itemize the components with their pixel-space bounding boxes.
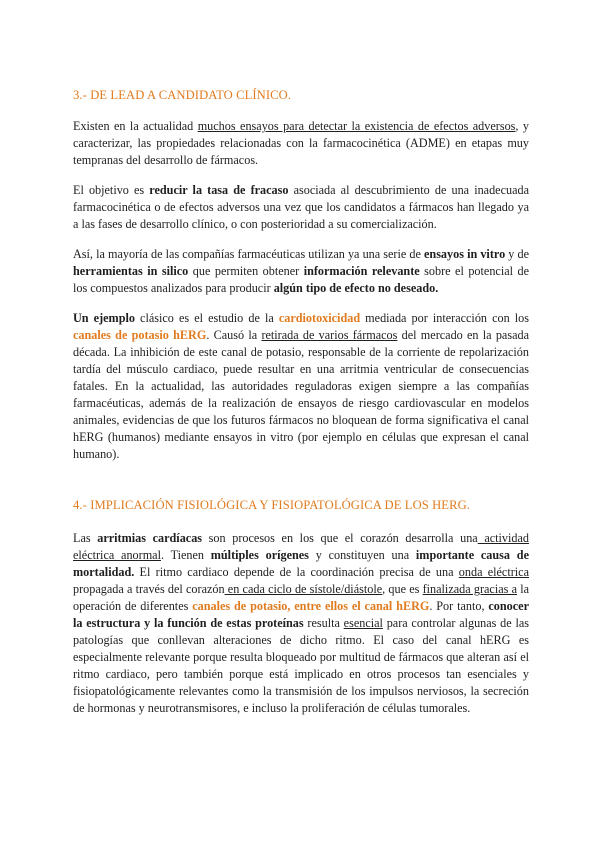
text-run: la operación de diferentes (73, 582, 530, 613)
text-run: El objetivo es (73, 183, 150, 197)
bold-text: reducir la tasa de fracaso (149, 183, 289, 197)
text-run: propagada a través del corazón (73, 582, 225, 596)
bold-text: ensayos in vitro (424, 247, 506, 261)
underlined-text: actividad eléctrica anormal (73, 531, 530, 562)
bold-text: herramientas in silico (73, 264, 189, 278)
paragraph-adverse-effects (73, 118, 529, 169)
text-run: sobre el potencial de los compuestos analizados para producir (73, 264, 529, 295)
text-run: que permiten obtener (188, 264, 304, 278)
paragraph-herg-example (73, 310, 529, 463)
text-run: Las (73, 531, 98, 545)
text-run: mediada por interacción con los (360, 311, 529, 325)
underlined-text: onda eléctrica (458, 565, 529, 579)
section-3-heading: 3.- DE LEAD A CANDIDATO CLÍNICO. (73, 88, 292, 102)
bold-text: importante causa de mortalidad. (73, 548, 529, 579)
underlined-text: muchos ensayos para detectar la existencia de efectos adversos (197, 119, 516, 133)
underlined-text: retirada de varios fármacos (261, 328, 398, 342)
paragraph-objective (73, 182, 529, 233)
highlighted-term: canales de potasio, entre ellos el canal hERG (192, 599, 430, 613)
text-run: . Causó la (206, 328, 262, 342)
text-run: clásico es el estudio de la (134, 311, 279, 325)
text-run: . Tienen (160, 548, 211, 562)
bold-text: arritmias cardíacas (97, 531, 203, 545)
text-run: para controlar algunas de las patologías que conllevan alteraciones de dicho ritmo. El caso del canal hERG es especialmente relevante porque resulta bloqueado por multitud de fármacos que alteran así el ritmo cardiaco, pero también porque está implicado en otros procesos tan esenciales y fisiopatológicamente relevantes como la transmisión de los impulsos nerviosos, la secreción de hormonas y neurotransmisores, e incluso la proliferación de células tumorales. (73, 616, 529, 715)
text-run: del mercado en la pasada década. La inhibición de este canal de potasio, responsable de la corriente de repolarización tardía del músculo cardiaco, puede resultar en una arritmia ventricular de consecuencias fatales. En la actualidad, las autoridades reguladoras exigen siempre a las compañías farmacéuticas, además de la realización de ensayos de riesgo cardiovascular en modelos animales, evidencias de que los futuros fármacos no bloquean de forma significativa el canal hERG (humanos) mediante ensayos in vitro (por ejemplo en células que expresan el canal humano). (73, 328, 529, 461)
text-run: son procesos en los que el corazón desarrolla una (202, 531, 478, 545)
bold-text: Un ejemplo (73, 311, 135, 325)
bold-text: información relevante (303, 264, 420, 278)
highlighted-term: canales de potasio hERG (73, 328, 207, 342)
text-run: y constituyen una (308, 548, 416, 562)
text-run: . Por tanto, (429, 599, 489, 613)
text-run: Existen en la actualidad (73, 119, 198, 133)
text-run: Así, la mayoría de las compañías farmacéuticas utilizan ya una serie de (73, 247, 424, 261)
highlighted-term: cardiotoxicidad (278, 311, 361, 325)
text-run: resulta (303, 616, 344, 630)
underlined-text: esencial (343, 616, 383, 630)
text-run: El ritmo cardiaco depende de la coordinación precisa de una (134, 565, 459, 579)
section-4-heading: 4.- IMPLICACIÓN FISIOLÓGICA Y FISIOPATOLÓGICA DE LOS HERG. (73, 498, 471, 512)
text-run: , y caracterizar, las propiedades relacionadas con la farmacocinética (ADME) en etapas muy tempranas del desarrollo de fármacos. (73, 119, 530, 167)
underlined-text: en cada ciclo de sístole/diástole (224, 582, 383, 596)
paragraph-assays (73, 246, 529, 297)
text-run: y de (505, 247, 529, 261)
bold-text: múltiples orígenes (210, 548, 309, 562)
bold-text: algún tipo de efecto no deseado. (273, 281, 439, 295)
paragraph-arrhythmias (73, 530, 529, 717)
text-run: , que es (382, 582, 423, 596)
bold-text: conocer la estructura y la función de estas proteínas (73, 599, 529, 630)
underlined-text: finalizada gracias a (422, 582, 517, 596)
text-run: asociada al descubrimiento de una inadecuada farmacocinética o de efectos adversos una vez que los candidatos a fármacos han llegado ya a las fases de desarrollo clínico, o con posterioridad a su comercialización. (73, 183, 529, 231)
